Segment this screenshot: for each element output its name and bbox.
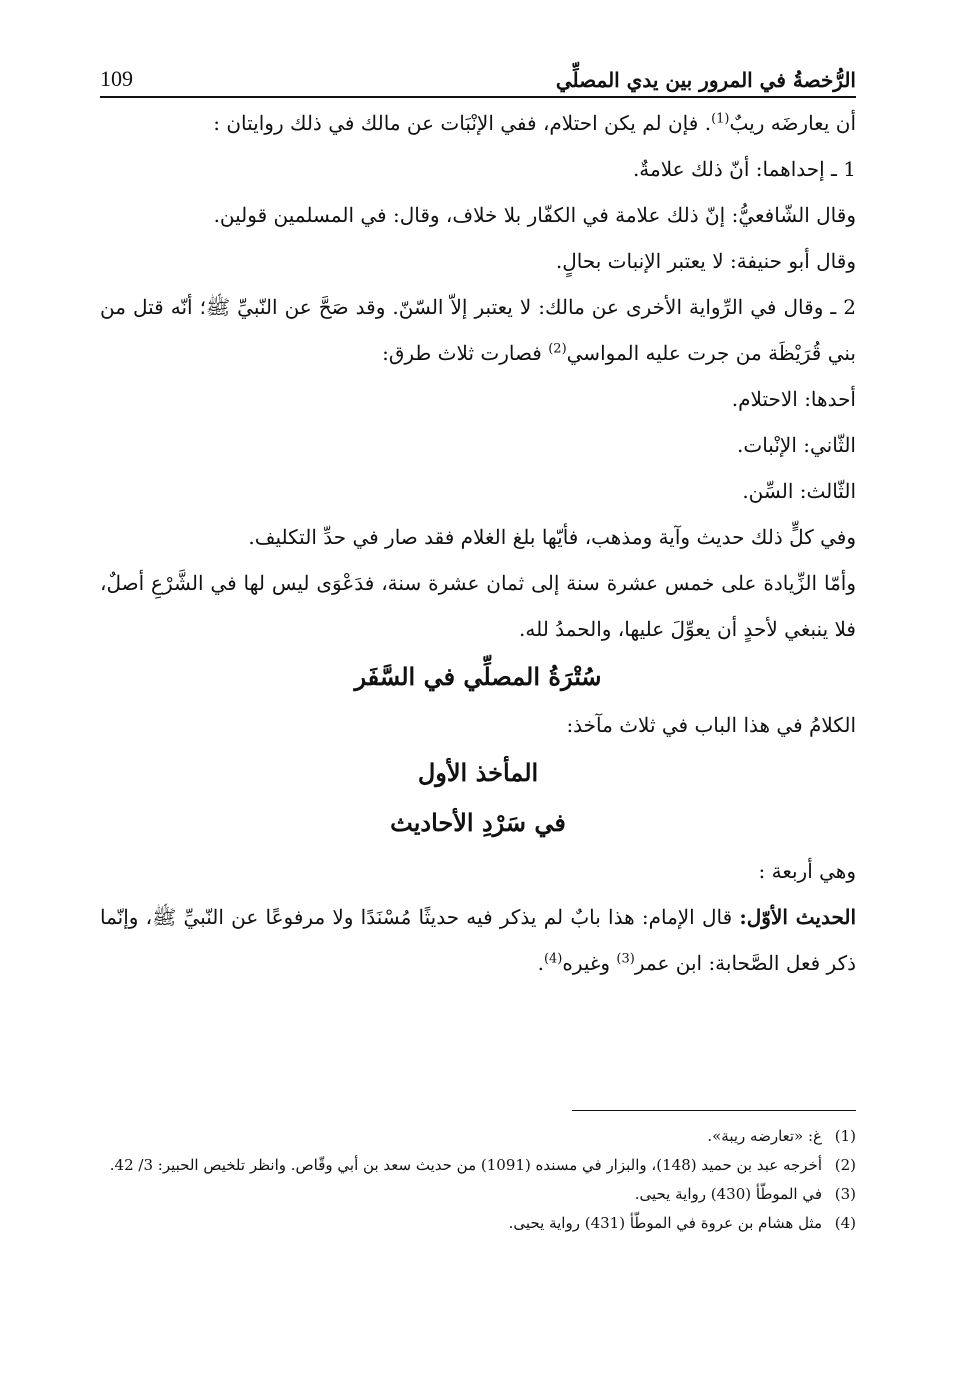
- footnotes: [100, 1122, 856, 1238]
- paragraph-item-1: 1 ـ إحداهما: أنّ ذلك علامةٌ.: [632, 157, 856, 181]
- footnote-ref-4[interactable]: (4): [543, 951, 563, 967]
- paragraph-item-2: 2 ـ وقال في الرِّواية الأخرى عن مالك: لا يعتبر إلاّ السّنّ. وقد صَحَّ عن النّبيِّ ﷺ؛ أنّه قتل من بني قُرَيْظَة من جرت عليه المواسي$^{(2)}$ فصارت ثلاث طرق:: [100, 295, 857, 365]
- paragraph-abu-hanifa: وقال أبو حنيفة: لا يعتبر الإنبات بحالٍ.: [555, 249, 856, 273]
- subsection-title: المأخذ الأول: [417, 758, 539, 787]
- paragraph-four: وهي أربعة :: [758, 859, 856, 883]
- hadith-label: الحديث الأوّل:: [739, 905, 857, 929]
- main-text: [100, 100, 856, 986]
- page-header: [100, 52, 856, 98]
- page-number: 109: [100, 66, 133, 91]
- footnote-ref-2[interactable]: (2): [548, 341, 567, 357]
- paragraph-increase: وأمّا الزِّيادة على خمس عشرة سنة إلى ثمان عشرة سنة، فدَعْوَى ليس لها في الشَّرْعِ أصلٌ، فلا ينبغي لأحدٍ أن يعوِّلَ عليها، والحمدُ لله.: [100, 571, 856, 641]
- paragraph-opening: أن يعارضَه ريبٌ$^{(1)}$. فإن لم يكن احتلام، ففي الإنْبَات عن مالك في ذلك روايتان :: [213, 111, 856, 135]
- paragraph-intro: الكلامُ في هذا الباب في ثلاث مآخذ:: [566, 713, 856, 737]
- footnote-item: (4) مثل هشام بن عروة في الموطّأ (431) رواية يحيى.: [508, 1214, 856, 1232]
- section-title: سُتْرَةُ المصلِّي في السَّفَر: [354, 662, 602, 691]
- running-title: الرُّخصةُ في المرور بين يدي المصلِّي: [555, 68, 856, 92]
- paragraph-each: وفي كلٍّ ذلك حديث وآية ومذهب، فأيّها بلغ الغلام فقد صار في حدِّ التكليف.: [248, 525, 856, 549]
- footnote-item: (3) في الموطّأ (430) رواية يحيى.: [634, 1185, 856, 1203]
- way-second: الثّاني: الإنْبات.: [737, 433, 856, 457]
- way-first: أحدها: الاحتلام.: [731, 387, 856, 411]
- paragraph-shafii: وقال الشّافعيُّ: إنّ ذلك علامة في الكفّار بلا خلاف، وقال: في المسلمين قولين.: [213, 203, 856, 227]
- footnote-ref-1[interactable]: (1): [711, 111, 730, 127]
- footnote-item: (2) أخرجه عبد بن حميد (148)، والبزار في مسنده (1091) من حديث سعد بن أبي وقّاص. وانظر تلخيص الحبير: 3/ 42.: [109, 1156, 856, 1174]
- subsection-subtitle: في سَرْدِ الأحاديث: [390, 808, 566, 837]
- footnote-separator: [572, 1110, 856, 1111]
- paragraph-hadith-1: الحديث الأوّل: قال الإمام: هذا بابٌ لم يذكر فيه حديثًا مُسْنَدًا ولا مرفوعًا عن النّبيِّ ﷺ، وإنّما ذكر فعل الصَّحابة: ابن عمر$^{(3)}$ وغيره$^{(4)}$.: [100, 905, 857, 975]
- way-third: الثّالث: السِّن.: [742, 479, 856, 503]
- footnote-ref-3[interactable]: (3): [616, 951, 635, 967]
- footnote-item: (1) غ: «تعارضه ريبة».: [707, 1127, 856, 1145]
